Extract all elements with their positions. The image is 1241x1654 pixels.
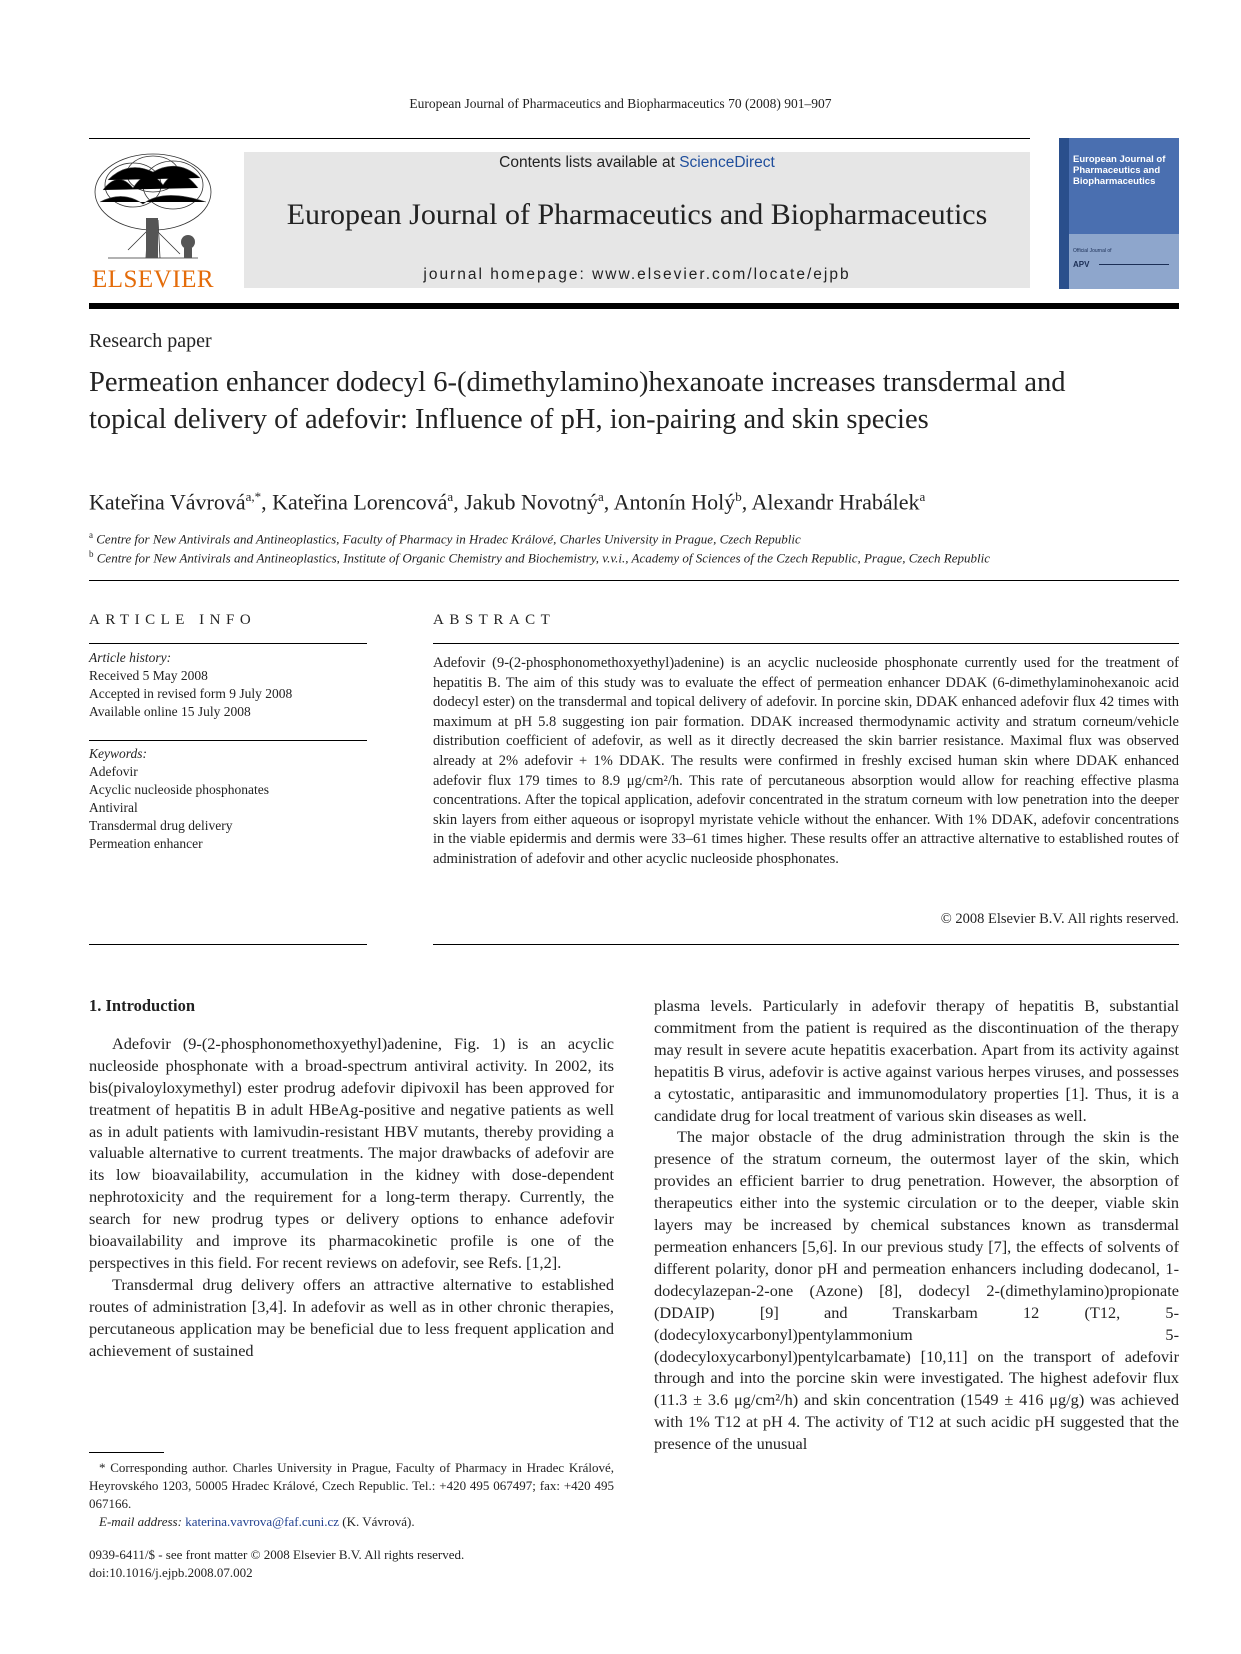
article-info-label: ARTICLE INFO <box>89 612 257 628</box>
footnote-rule <box>89 1452 164 1453</box>
history-online: Available online 15 July 2008 <box>89 704 251 719</box>
history-label: Article history: <box>89 650 172 665</box>
journal-title: European Journal of Pharmaceutics and Biopharmaceutics <box>286 198 988 231</box>
author-affil-mark[interactable]: b <box>735 489 742 504</box>
running-head: European Journal of Pharmaceutics and Biopharmaceutics 70 (2008) 901–907 <box>409 96 832 111</box>
author-name: Alexandr Hrabálek <box>751 489 920 515</box>
body-paragraph: plasma levels. Particularly in adefovir therapy of hepatitis B, substantial commitment from the patient is required as the discontinuation of the therapy may result in severe acute hepatitis exacerbation. Apart from its activity against hepatitis B virus, adefovir is active against various herpes viruses, and possesses a cytostatic, antiparasitic and immunomodulatory properties [1]. Thus, it is a candidate drug for local treatment of various skin diseases as well. <box>654 996 1179 1125</box>
body-column-right <box>654 995 1179 1455</box>
elsevier-tree-icon <box>88 150 218 265</box>
author-name: Kateřina Lorencová <box>272 489 448 515</box>
body-paragraph: Transdermal drug delivery offers an attractive alternative to established routes of administration [3,4]. In adefovir as well as in other chronic therapies, percutaneous application may be beneficial due to less frequent application and achievement of sustained <box>89 1274 614 1360</box>
affiliation <box>89 549 990 566</box>
front-matter-rule-left <box>89 944 367 945</box>
article-type: Research paper <box>89 330 212 352</box>
journal-cover-image <box>1059 138 1179 289</box>
author-affil-mark[interactable]: a <box>919 489 926 504</box>
author-list: Kateřina Vávrová$^{a,*}$, Kateřina Lorencová$^a$, Jakub Novotný$^a$, Antonín Holý$^b$, Alexandr Hrabálek$^a$ <box>89 489 926 515</box>
cover-title: European Journal of Pharmaceutics and Biopharmaceutics <box>1073 154 1166 187</box>
footnote-text: * Corresponding author. Charles University in Prague, Faculty of Pharmacy in Hradec Králové, Heyrovského 1203, 50005 Hradec Králové, Czech Republic. Tel.: +420 495 067497; fax: +420 495 067166. <box>89 1460 614 1511</box>
author-name: Antonín Holý <box>613 489 736 515</box>
front-matter-rule-right <box>433 944 1179 945</box>
article-footer <box>89 1546 464 1581</box>
cover-line <box>1099 264 1169 265</box>
body-paragraph: Adefovir (9-(2-phosphonomethoxyethyl)adenine, Fig. 1) is an acyclic nucleoside phosphonate with a broad-spectrum antiviral activity. In 2002, its bis(pivaloyloxymethyl) ester prodrug adefovir dipivoxil has been approved for treatment of hepatitis B in adult HBeAg-positive and negative patients as well as in adult patients with lamivudin-resistant HBV mutants, thereby providing a valuable alternative to current treatments. The major drawbacks of adefovir are its low bioavailability, accumulation in the kidney with dose-dependent nephrotoxicity and the requirement for a long-term therapy. Currently, the search for new prodrug types or delivery options to enhance adefovir bioavailability and improve its pharmacokinetic profile is one of the perspectives in this field. For recent reviews on adefovir, see Refs. [1,2]. <box>89 1033 614 1272</box>
header-top-rule <box>89 138 1030 139</box>
corresponding-author-footnote <box>89 1459 614 1531</box>
article-info-rule <box>89 643 367 644</box>
keyword-item: Permeation enhancer <box>89 836 203 851</box>
affiliation <box>89 530 801 547</box>
article-title: Permeation enhancer dodecyl 6-(dimethylamino)hexanoate increases transdermal and topical delivery of adefovir: Influence of pH, ion-pairing and skin species <box>89 367 1066 435</box>
cover-small-text: Official Journal of <box>1073 248 1112 254</box>
keywords-label: Keywords: <box>89 746 147 761</box>
author-name: Jakub Novotný <box>464 489 599 515</box>
abstract-rule <box>433 643 1179 644</box>
body-column-left <box>89 995 614 1362</box>
abstract-label: ABSTRACT <box>433 612 556 628</box>
affiliation-mark: a <box>89 530 93 540</box>
author-affil-mark[interactable]: a <box>447 489 454 504</box>
publisher-logo <box>88 150 218 293</box>
publisher-name: ELSEVIER <box>91 266 215 293</box>
body-paragraph: The major obstacle of the drug administration through the skin is the presence of the stratum corneum, the outermost layer of the skin, which provides an efficient barrier to drug penetration. However, the absorption of therapeutics either into the systemic circulation or to the deeper, viable skin layers may be increased by chemical substances known as transdermal permeation enhancers [5,6]. In our previous study [7], the effects of solvents of different polarity, donor pH and permeation enhancers including dodecanol, 1-dodecylazepan-2-one (Azone) [8], dodecyl 2-(dimethylamino)propionate (DDAIP) [9] and Transkarbam 12 (T12, 5-(dodecyloxycarbonyl)pentylammonium 5-(dodecyloxycarbonyl)pentylcarbamate) [10,11] on the transport of adefovir through and into the porcine skin were investigated. The highest adefovir flux (11.3 ± 3.6 μg/cm²/h) and skin concentration (1549 ± 416 μg/g) was achieved with 1% T12 at pH 4. The activity of T12 at such acidic pH suggested that the presence of the unusual <box>654 1127 1179 1454</box>
sciencedirect-link[interactable]: ScienceDirect <box>679 154 775 171</box>
keyword-item: Adefovir <box>89 764 138 779</box>
author-affil-mark[interactable]: a,* <box>245 489 262 504</box>
contents-line <box>244 154 1030 172</box>
affiliation-text: Centre for New Antivirals and Antineoplastics, Institute of Organic Chemistry and Biochemistry, v.v.i., Academy of Sciences of the Czech Republic, Prague, Czech Republic <box>96 550 990 566</box>
abstract-text: Adefovir (9-(2-phosphonomethoxyethyl)adenine) is an acyclic nucleoside phosphonate currently used for the treatment of hepatitis B. The aim of this study was to evaluate the effect of permeation enhancer DDAK (6-dimethylaminohexanoic acid dodecyl ester) on the transdermal and topical delivery of adefovir. In porcine skin, DDAK enhanced adefovir flux 42 times with maximum at pH 5.8 suggesting ion pair formation. DDAK increased thermodynamic activity and stratum corneum/vehicle distribution coefficient of adefovir, as well as it directly decreased the skin barrier resistance. Maximal flux was observed already at 2% adefovir + 1% DDAK. The results were confirmed in freshly excised human skin where DDAK enhanced adefovir flux 179 times to 8.9 μg/cm²/h. This rate of percutaneous absorption would allow for reaching effective plasma concentrations. After the topical application, adefovir concentrated in the stratum corneum with low penetration into the deeper skin layers from either aqueous or isopropyl myristate vehicle without the enhancer. With 1% DDAK, adefovir concentrations in the viable epidermis and dermis were 33–61 times higher. These results offer an attractive alternative to established routes of administration of adefovir and other acyclic nucleoside phosphonates. <box>433 655 1179 867</box>
issn-line: 0939-6411/$ - see front matter © 2008 Elsevier B.V. All rights reserved. <box>89 1547 465 1562</box>
author-email-link[interactable]: katerina.vavrova@faf.cuni.cz <box>185 1514 339 1529</box>
affiliation-mark: b <box>89 549 94 559</box>
cover-spine <box>1059 138 1069 289</box>
history-received: Received 5 May 2008 <box>89 668 208 683</box>
article-history <box>89 649 369 721</box>
keyword-item: Transdermal drug delivery <box>89 818 233 833</box>
email-suffix: (K. Vávrová). <box>339 1514 415 1529</box>
history-accepted: Accepted in revised form 9 July 2008 <box>89 686 293 701</box>
abstract-copyright: © 2008 Elsevier B.V. All rights reserved. <box>940 911 1179 927</box>
cover-logo: APV <box>1073 260 1090 269</box>
affiliation-rule <box>89 580 1179 581</box>
affiliation-text: Centre for New Antivirals and Antineoplastics, Faculty of Pharmacy in Hradec Králové, Charles University in Prague, Czech Republic <box>96 531 801 547</box>
footnote-email-line <box>89 1513 614 1531</box>
journal-banner <box>244 152 1030 288</box>
keyword-item: Acyclic nucleoside phosphonates <box>89 782 269 797</box>
author-affil-mark[interactable]: a <box>598 489 604 504</box>
author-name: Kateřina Vávrová <box>89 489 246 515</box>
contents-prefix: Contents lists available at <box>499 154 680 171</box>
header-thick-rule <box>89 303 1179 309</box>
email-label: E-mail address: <box>99 1514 186 1529</box>
journal-homepage[interactable]: journal homepage: www.elsevier.com/locate/ejpb <box>423 266 851 283</box>
keyword-item: Antiviral <box>89 800 138 815</box>
section-heading-introduction: 1. Introduction <box>89 996 196 1015</box>
keywords <box>89 745 369 853</box>
keywords-rule <box>89 740 367 741</box>
doi-line[interactable]: doi:10.1016/j.ejpb.2008.07.002 <box>89 1564 253 1580</box>
